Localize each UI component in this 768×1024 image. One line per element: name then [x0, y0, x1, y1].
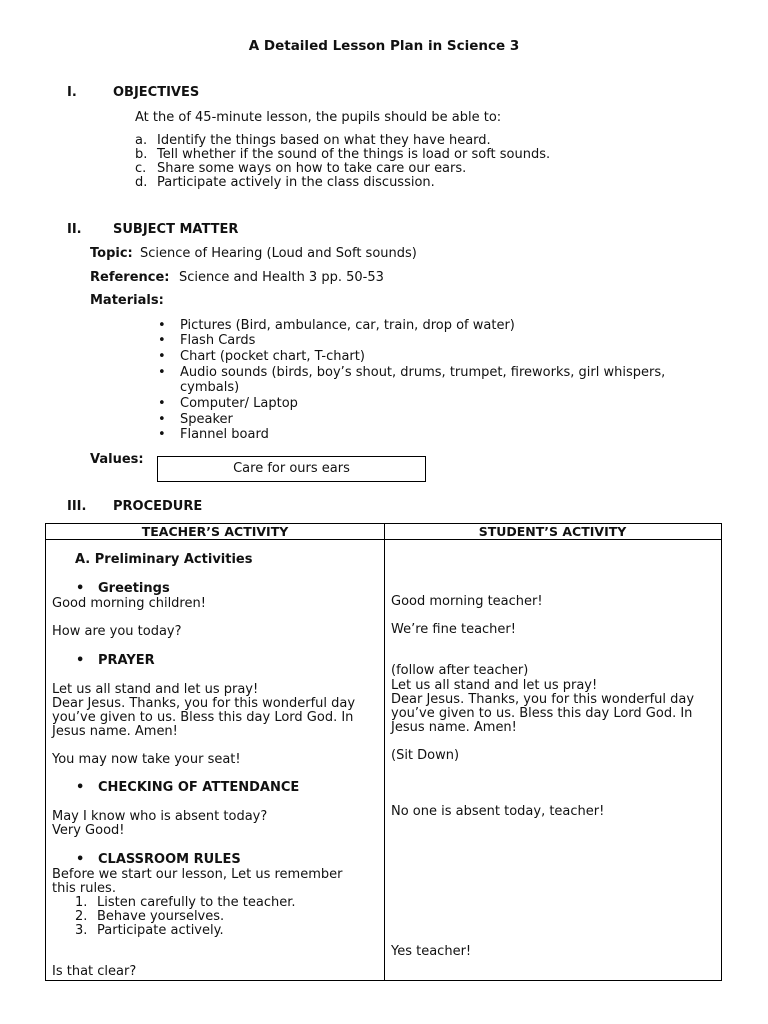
student-line: Good morning teacher! — [391, 594, 543, 609]
objective-letter: a. — [135, 133, 148, 148]
material-item: • Pictures (Bird, ambulance, car, train, drop of water) — [180, 318, 515, 333]
teacher-line: May I know who is absent today? — [52, 809, 268, 824]
student-line: (Sit Down) — [391, 748, 460, 763]
material-item: • Speaker — [180, 412, 233, 427]
teacher-line: Dear Jesus. Thanks, you for this wonderful day — [52, 696, 356, 711]
attendance-heading: • CHECKING OF ATTENDANCE — [98, 781, 299, 795]
classroom-rules-heading: • CLASSROOM RULES — [98, 853, 241, 867]
teacher-line: Let us all stand and let us pray! — [52, 682, 259, 697]
reference-value: Science and Health 3 pp. 50-53 — [179, 270, 384, 285]
topic-value: Science of Hearing (Loud and Soft sounds) — [140, 246, 417, 261]
objective-letter: b. — [135, 147, 148, 162]
teacher-line: Good morning children! — [52, 596, 206, 611]
material-item: • Flannel board — [180, 427, 269, 442]
objective-letter: d. — [135, 175, 148, 190]
teacher-line: How are you today? — [52, 624, 182, 639]
teacher-line: You may now take your seat! — [52, 752, 241, 767]
procedure-table — [45, 523, 722, 981]
greetings-heading: • Greetings — [98, 582, 170, 596]
student-line: We’re fine teacher! — [391, 622, 516, 637]
student-line: Yes teacher! — [391, 944, 472, 959]
values-label: Values: — [90, 452, 144, 467]
teacher-line: Jesus name. Amen! — [52, 724, 178, 739]
material-item: • Computer/ Laptop — [180, 396, 298, 411]
objective-letter: c. — [135, 161, 147, 176]
subject-matter-heading: SUBJECT MATTER — [113, 222, 239, 237]
student-line: Let us all stand and let us pray! — [391, 678, 598, 693]
material-item: • Audio sounds (birds, boy’s shout, drums, trumpet, fireworks, girl whispers, — [180, 365, 665, 380]
reference-label: Reference: — [90, 270, 170, 285]
teacher-line: Before we start our lesson, Let us remember — [52, 867, 343, 882]
objectives-numeral: I. — [67, 85, 77, 100]
objectives-heading: OBJECTIVES — [113, 85, 200, 100]
objective-item: Participate actively in the class discussion. — [157, 175, 435, 190]
materials-label: Materials: — [90, 293, 164, 308]
teacher-column-header: TEACHER’S ACTIVITY — [141, 524, 289, 539]
rule-number: 3. — [75, 923, 88, 938]
column-divider — [384, 524, 385, 980]
objectives-intro: At the of 45-minute lesson, the pupils should be able to: — [135, 110, 502, 125]
topic-label: Topic: — [90, 246, 133, 261]
objective-item: Tell whether if the sound of the things is load or soft sounds. — [157, 147, 551, 162]
procedure-numeral: III. — [67, 499, 87, 514]
rule-item: Behave yourselves. — [97, 909, 225, 924]
rule-item: Listen carefully to the teacher. — [97, 895, 296, 910]
teacher-line: Is that clear? — [52, 964, 137, 979]
values-box: Care for ours ears — [157, 456, 426, 482]
student-column-header: STUDENT’S ACTIVITY — [478, 524, 627, 539]
student-line: Dear Jesus. Thanks, you for this wonderful day — [391, 692, 695, 707]
objective-item: Identify the things based on what they have heard. — [157, 133, 491, 148]
document-title: A Detailed Lesson Plan in Science 3 — [248, 38, 520, 54]
rule-item: Participate actively. — [97, 923, 224, 938]
rule-number: 2. — [75, 909, 88, 924]
teacher-line: Very Good! — [52, 823, 125, 838]
subject-matter-numeral: II. — [67, 222, 82, 237]
material-item: • Flash Cards — [180, 333, 255, 348]
student-line: No one is absent today, teacher! — [391, 804, 605, 819]
preliminary-activities-heading: A. Preliminary Activities — [75, 552, 253, 567]
procedure-heading: PROCEDURE — [113, 499, 203, 514]
student-line: Jesus name. Amen! — [391, 720, 517, 735]
prayer-heading: • PRAYER — [98, 654, 155, 668]
teacher-line: you’ve given to us. Bless this day Lord God. In — [52, 710, 354, 725]
material-item: • Chart (pocket chart, T-chart) — [180, 349, 365, 364]
student-line: you’ve given to us. Bless this day Lord God. In — [391, 706, 693, 721]
header-divider — [46, 539, 721, 540]
teacher-line: this rules. — [52, 881, 116, 896]
rule-number: 1. — [75, 895, 88, 910]
objective-item: Share some ways on how to take care our ears. — [157, 161, 467, 176]
student-line: (follow after teacher) — [391, 663, 529, 678]
material-item-continued: cymbals) — [180, 380, 240, 395]
